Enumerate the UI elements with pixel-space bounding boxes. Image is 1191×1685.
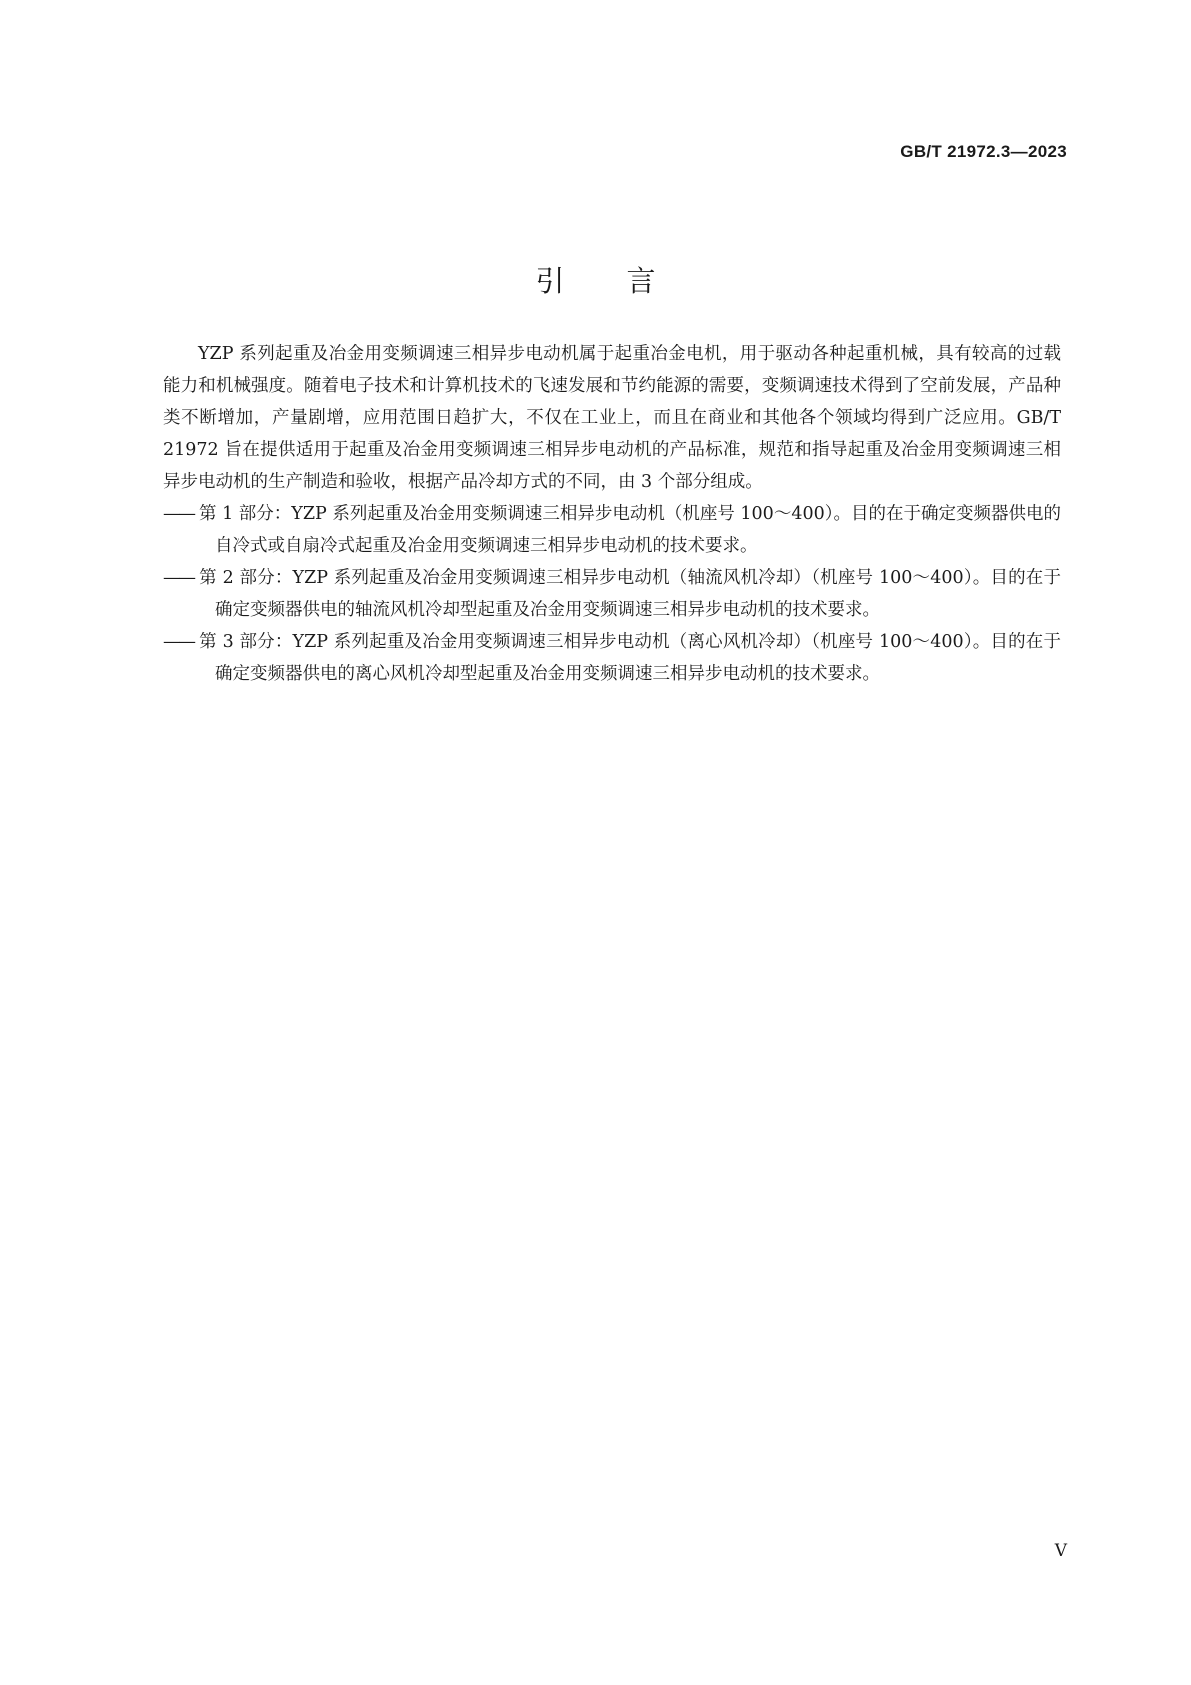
intro-paragraph: YZP 系列起重及冶金用变频调速三相异步电动机属于起重冶金电机，用于驱动各种起重机械，具有较高的过载能力和机械强度。随着电子技术和计算机技术的飞速发展和节约能源的需要，变频调速技术得到了空前发展，产品种类不断增加，产量剧增，应用范围日趋扩大，不仅在工业上，而且在商业和其他各个领域均得到广泛应用。GB/T 21972 旨在提供适用于起重及冶金用变频调速三相异步电动机的产品标准，规范和指导起重及冶金用变频调速三相异步电动机的生产制造和验收，根据产品冷却方式的不同，由 3 个部分组成。 xyxy=(163,344,1061,492)
list-dash: —— xyxy=(163,632,194,652)
list-item-part-2 xyxy=(163,562,1061,626)
standard-number: GB/T 21972.3—2023 xyxy=(900,142,1067,161)
page-number: V xyxy=(1054,1541,1067,1561)
list-item-part-3 xyxy=(163,626,1061,690)
list-dash: —— xyxy=(163,504,194,524)
list-item-text: 第 2 部分：YZP 系列起重及冶金用变频调速三相异步电动机（轴流风机冷却）（机座号 100～400）。目的在于确定变频器供电的轴流风机冷却型起重及冶金用变频调速三相异步电动机的技术要求。 xyxy=(199,568,1061,620)
page-title: 引言 xyxy=(535,264,718,299)
list-item-text: 第 3 部分：YZP 系列起重及冶金用变频调速三相异步电动机（离心风机冷却）（机座号 100～400）。目的在于确定变频器供电的离心风机冷却型起重及冶金用变频调速三相异步电动机的技术要求。 xyxy=(199,632,1061,684)
list-item-text: 第 1 部分：YZP 系列起重及冶金用变频调速三相异步电动机（机座号 100～400）。目的在于确定变频器供电的自冷式或自扇冷式起重及冶金用变频调速三相异步电动机的技术要求。 xyxy=(199,504,1061,556)
list-item-part-1 xyxy=(163,498,1061,562)
list-dash: —— xyxy=(163,568,194,588)
document-body xyxy=(163,338,1061,690)
